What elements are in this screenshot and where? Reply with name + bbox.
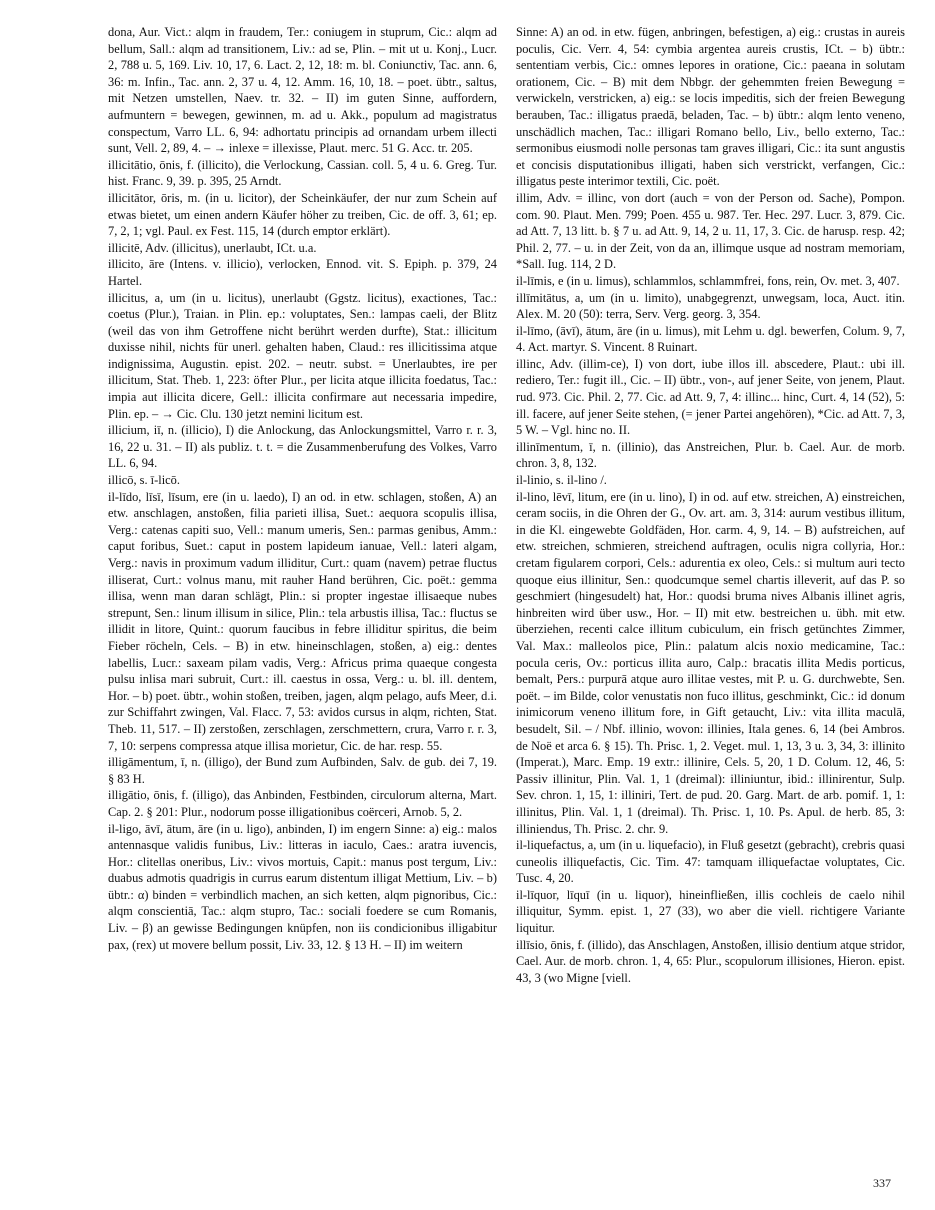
entry-continuation-illigo: Sinne: A) an od. in etw. fügen, anbringen, befestigen, a) eig.: crustas in aureis poculis, Cic. Verr. 4, 54: cymbia argentea aureis crustis, ICt. – b) übtr.: sententiam verbis, Cic.: omnes lepores in oratione, Cic.: paeana in solutam orationem, Cic. – B) mit dem Nbbgr. der gehemmten freien Bewegung = verwickeln, verstricken, a) eig.: se locis impeditis, sich der freien Bewegung berauben, Tac.: illigatus praedā, beladen, Tac. – b) übtr.: alqm lento veneno, unschädlich machen, Tac.: illigari Romano bello, Liv., bello externo, Tac.: sermonibus eiusmodi nolle personas tam graves illigari, Cic.: ita sunt angustis et concisis disputationibus illigati, haben sich verstrickt, verfangen, Cic.: illigatus peste interimor textili, Cic. poët.: [516, 25, 905, 189]
entry-illigatio: illigātio, ōnis, f. (illigo), das Anbinden, Festbinden, circulorum alterna, Mart. Cap. 2. § 201: Plur., nodorum posse illigationibus coërceri, Arnob. 5, 2.: [108, 788, 497, 819]
right-column: [516, 24, 905, 986]
entry-illino: il-lino, lēvī, litum, ere (in u. lino), I) in od. auf etw. streichen, A) einstreichen, ceram sociis, in die Ohren der G., Ov. art. am. 3, 314: aurum vestibus illitum, in die Kl. eingewebte Goldfäden, Hor. carm. 4, 9, 14. – B) aufstreichen, auf etw. streichen, schmieren, streichend auftragen, oculis nigra collyria, Hor.: cretam figularem corpori, Cels.: adurentia ex oleo, Cels.: si multum auri tecto quoque eius illinitur, Sen.: quodcumque semel chartis illeverit, auf das P. so geschmiert (hingesudelt) hat, Hor.: quodsi bruma nives Albanis illinet agris, hinbreiten wird über usw., Hor. – II) mit etw. bestreichen u. übh. mit etw. überziehen, recenti calce illitum cubiculum, ein frisch getünchtes Zimmer, Val. Max.: malleolos pice, Plin.: palatum alcis noxio medicamine, Tac.: pocula ceris, Ov.: porticus illita auro, Calp.: bracatis illita Medis porticus, bemalt, Pers.: purpurā atque auro illitae vestes, mit P. u. G. durchwebte, Sen. poët. – im Bilde, color venustatis non fuco illitus, geschminkt, Cic.: id donum inimicorum veneno illitum fore, in Gift getaucht, Liv.: vita illita maculā, besudelt, Sil. – / Nbf. illinio, wovon: illinies, Itala genes. 6, 14 (bei Ambros. de Noë et arca 6. § 15). Th. Prisc. 1, 2. Veget. mul. 1, 13, 3 u. 3, 34, 3: illinito (Imperat.), Marc. Emp. 19 extr.: illinire, Cels. 5, 20, 1 D. Colum. 12, 46, 5: Passiv illinitur, Plin. Val. 1, 1 (dreimal): illiniuntur, ibid.: illinirentur, Sulp. Sev. chron. 1, 15, 1: illiniri, Tert. de pud. 20. Garg. Mart. de arb. pomif. 1, 1: illinitus, Plin. Val. 1, 1 (dreimal). Th. Prisc. 1, 10. Ps. Apul. de herb. 85, 3: illiniendus, Th. Prisc. 2. chr. 9.: [516, 489, 905, 836]
left-column: [108, 24, 497, 953]
entry-illim: illim, Adv. = illinc, von dort (auch = von der Person od. Sache), Pompon. com. 90. Plaut. Men. 799; Poen. 455 u. 987. Ter. Hec. 297. Lucr. 3, 879. Cic. ad Att. 7, 13 litt. b. § 7 u. ad Att. 9, 14, 2 u. 11, 17, 3. Cic. de harusp. resp. 42; Phil. 2, 77. – u. in der Zeit, von da an, illimque usque ad nostram memoriam, *Sall. Iug. 114, 2 D.: [516, 190, 905, 272]
entry-illido: il-līdo, līsī, līsum, ere (in u. laedo), I) an od. in etw. schlagen, stoßen, A) an etw. anschlagen, anstoßen, filia parieti illisa, Suet.: aequora scopulis illisa, Verg.: catenas capiti suo, Vell.: manum umeris, Sen.: parmas genibus, Amm.: caput foribus, Suet.: caput in postem lapideum ianuae, Vell.: lateri algam, Verg.: navis in proximum vadum illiditur, Curt.: quam (navem) petrae fluctus illiserat, Curt.: volnus manu, mit rauher Hand berühren, Cic. poët.: gemma illisa, wenn man daran schlägt, Plin.: si propter ingestae illisaeque nubes strepunt, Sen.: linum illisum in silice, Plin.: tela arbustis illisa, Tac.: fluctus se illidit in litore, Quint.: quorum faucibus in febre illiditur spiritus, die beim Fieber röcheln, Cels. – B) in etw. hineinschlagen, stoßen, a) eig.: dentes labellis, Lucr.: saxeam pilam vadis, Verg.: Africus prima quaeque congesta pulsu inlisa mari subruit, Curt.: ill. caestus in ossa, Verg.: u. bl. ill. dentem, Hor. – b) poet. übtr., wohin stoßen, treiben, jagen, alqm pelago, aufs Meer, d.i. zur Schiffahrt zwingen, Val. Flacc. 7, 53: avidos cursus in alqm, richten, Stat. Theb. 11, 517. – II) zerstoßen, zerschlagen, zerschmettern, crura, Varro r. r. 3, 7, 10: serpens compressa atque illisa morietur, Cic. de har. resp. 55.: [108, 489, 497, 753]
entry-illico: illicō, s. ī-licō.: [108, 473, 180, 488]
entry-illicitatio: illicitātio, ōnis, f. (illicito), die Verlockung, Cassian. coll. 5, 4 u. 6. Greg. Tur. hist. Franc. 9, 39. p. 395, 25 Arndt.: [108, 157, 497, 189]
entry-illimo: il-līmo, (āvī), ātum, āre (in u. limus), mit Lehm u. dgl. bewerfen, Colum. 9, 7, 4. Act. martyr. S. Vincent. 8 Ruinart.: [516, 323, 905, 355]
entry-continuation-illicio: dona, Aur. Vict.: alqm in fraudem, Ter.: coniugem in stuprum, Cic.: alqm ad bellum, Sall.: alqm ad transitionem, Liv.: ad se, Plin. – mit ut u. Konj., Lucr. 2, 788 u. 5, 169. Liv. 10, 17, 6. Lact. 2, 12, 18: m. bl. Coniunctiv, Tac. ann. 6, 36: m. Infin., Tac. ann. 2, 37 u. 4, 12. Amm. 16, 10, 18. – poet. übtr., saltus, mit Netzen umstellen, Naev. tr. 32. – II) im guten Sinne, auffordern, aufmuntern = bewegen, gewinnen, m. ad u. Akk., populum ad magistratus conspectum, Varro LL. 6, 94: adhortatu principis ad ornandam urbem illecti sunt, Vell. 2, 89, 4. – → inlexe = illexisse, Plaut. merc. 51 G. Acc. tr. 205.: [108, 25, 497, 156]
entry-illisio: illīsio, ōnis, f. (illido), das Anschlagen, Anstoßen, illisio dentium atque stridor, Cael. Aur. de morb. chron. 1, 4, 65: Plur., scopulorum illisiones, Hieron. epist. 43, 3 (wo Migne [viell.: [516, 937, 905, 985]
entry-illimitatus: illīmitātus, a, um (in u. limito), unabgegrenzt, unwegsam, loca, Auct. itin. Alex. M. 20 (50): terra, Serv. Verg. georg. 3, 354.: [516, 290, 905, 322]
entry-illicito: illicito, āre (Intens. v. illicio), verlocken, Ennod. vit. S. Epiph. p. 379, 24 Hartel.: [108, 257, 497, 288]
entry-illimis: il-līmis, e (in u. limus), schlammlos, schlammfrei, fons, rein, Ov. met. 3, 407.: [516, 273, 900, 288]
entry-illinio: il-linio, s. il-lino /.: [516, 473, 607, 488]
entry-illicitator: illicitātor, ōris, m. (in u. licitor), der Scheinkäufer, der nur zum Schein auf etwas bietet, um einen andern Käufer höher zu treiben, Cic. de off. 3, 61; ep. 7, 2, 1; vgl. Paul. ex Fest. 115, 14 (durch emptor erklärt).: [108, 190, 497, 239]
entry-illigamentum: illigāmentum, ī, n. (illigo), der Bund zum Aufbinden, Salv. de gub. dei 7, 19. § 83 H.: [108, 755, 497, 786]
entry-illinc: illinc, Adv. (illim-ce), I) von dort, iube illos ill. abscedere, Plaut.: ubi ill. rediero, Ter.: fugit ill., Cic. – II) übtr., von-, auf jener Seite, von jenem, Plaut. rud. 973. Cic. Phil. 2, 77. Cic. ad Att. 9, 7, 4: illinc... hinc, Curt. 4, 14 (52), 5: ill. facere, auf jener Seite stehen, (= jener Partei angehören), *Cic. ad Att. 7, 3, 5 W. – Vgl. hinc no. II.: [516, 356, 905, 438]
entry-illigo: il-ligo, āvī, ātum, āre (in u. ligo), anbinden, I) im engern Sinne: a) eig.: malos antennasque validis funibus, Liv.: litteras in iaculo, Caes.: aratra iuvencis, Hor.: clitellas oneribus, Liv.: vivos mortuis, Capit.: manus post tergum, Liv.: duabus admotis quadrigis in currus earum distentum illigat Mettium, Liv. – b) übtr.: α) binden = verbindlich machen, an sich ketten, alqm pignoribus, Cic.: alqm conscientiā, Tac.: alqm stupro, Tac.: sociali foedere se cum Romanis, Liv. – β) an gewisse Bedingungen knüpfen, non iis condicionibus illigabitur pax, (rex) ut movere bellum possit, Liv. 33, 12. § 13 H. – II) im weitern: [108, 821, 497, 952]
entry-illicite: illicitē, Adv. (illicitus), unerlaubt, ICt. u.a.: [108, 240, 317, 255]
entry-illicitus: illicitus, a, um (in u. licitus), unerlaubt (Ggstz. licitus), exactiones, Tac.: coetus (Plur.), Traian. in Plin. ep.: voluptates, Sen.: lampas caeli, der Blitz (weil das von ihm Getroffene nicht berührt werden durfte), Stat.: illicitum duxisse nihil, nichts für unerl. gehalten haben, Claud.: res illicitissima atque indignissima, Augustin. epist. 202. – neutr. subst. = Unerlaubtes, ire per illicitum, Stat. Theb. 1, 223: öfter Plur., per licita atque illicita foedatus, Tac.: impia aut illicita dicere, Gell.: illicita confirmare aut necessaria impedire, Plin. ep. – → Cic. Clu. 130 jetzt nemini licitum est.: [108, 290, 497, 421]
entry-illinimentum: illinīmentum, ī, n. (illinio), das Anstreichen, Plur. b. Cael. Aur. de morb. chron. 3, 8, 132.: [516, 439, 905, 471]
page-number: 337: [873, 1176, 891, 1190]
entry-illiquefactus: il-liquefactus, a, um (in u. liquefacio), in Fluß gesetzt (gebracht), crebris quasi cuneolis illiquefactis, Cic. Tim. 47: tamquam illiquefactae voluptates, Cic. Tusc. 4, 20.: [516, 838, 905, 886]
entry-illicium: illicium, iī, n. (illicio), I) die Anlockung, das Anlockungsmittel, Varro r. r. 3, 16, 22 u. 31. – II) als publiz. t. t. = die Zusammenberufung des Volkes, Varro LL. 6, 94.: [108, 423, 497, 471]
entry-illiquor: il-līquor, līquī (in u. liquor), hineinfließen, illis cochleis de caelo nihil illiquitur, Symm. epist. 1, 27 (33), wo aber die viell. richtigere Variante liquitur.: [516, 887, 905, 936]
